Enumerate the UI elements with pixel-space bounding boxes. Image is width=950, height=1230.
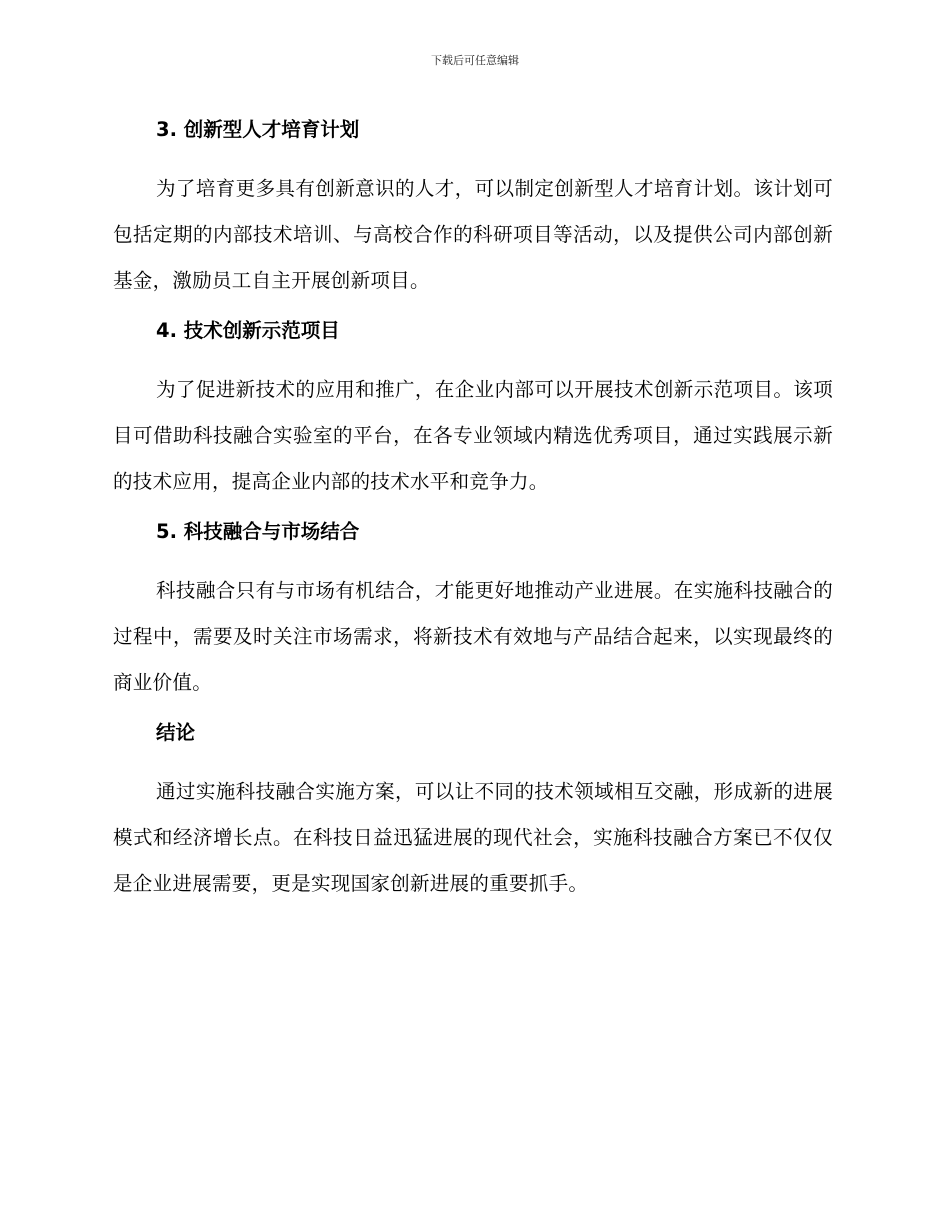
- section-paragraph: 科技融合只有与市场有机结合，才能更好地推动产业进展。在实施科技融合的过程中，需要及时关注市场需求，将新技术有效地与产品结合起来，以实现最终的商业价值。: [113, 579, 833, 694]
- section-paragraph: 为了促进新技术的应用和推广，在企业内部可以开展技术创新示范项目。该项目可借助科技融合实验室的平台，在各专业领域内精选优秀项目，通过实践展示新的技术应用，提高企业内部的技术水平和竞争力。: [113, 378, 833, 493]
- section-heading: 5. 科技融合与市场结合: [156, 520, 360, 543]
- section-heading: 结论: [156, 721, 196, 744]
- section-demo-project: [113, 313, 833, 514]
- section-heading: 4. 技术创新示范项目: [156, 319, 340, 342]
- page-header: 下载后可任意编辑: [431, 54, 519, 67]
- section-talent-plan: [113, 112, 833, 313]
- section-paragraph: 通过实施科技融合实施方案，可以让不同的技术领域相互交融，形成新的进展模式和经济增长点。在科技日益迅猛进展的现代社会，实施科技融合方案已不仅仅是企业进展需要，更是实现国家创新进展的重要抓手。: [113, 780, 833, 895]
- section-market-integration: [113, 514, 833, 715]
- document-body: [113, 112, 833, 907]
- section-conclusion: [113, 715, 833, 907]
- section-heading: 3. 创新型人才培育计划: [156, 118, 360, 141]
- section-paragraph: 为了培育更多具有创新意识的人才，可以制定创新型人才培育计划。该计划可包括定期的内部技术培训、与高校合作的科研项目等活动，以及提供公司内部创新基金，激励员工自主开展创新项目。: [113, 177, 833, 292]
